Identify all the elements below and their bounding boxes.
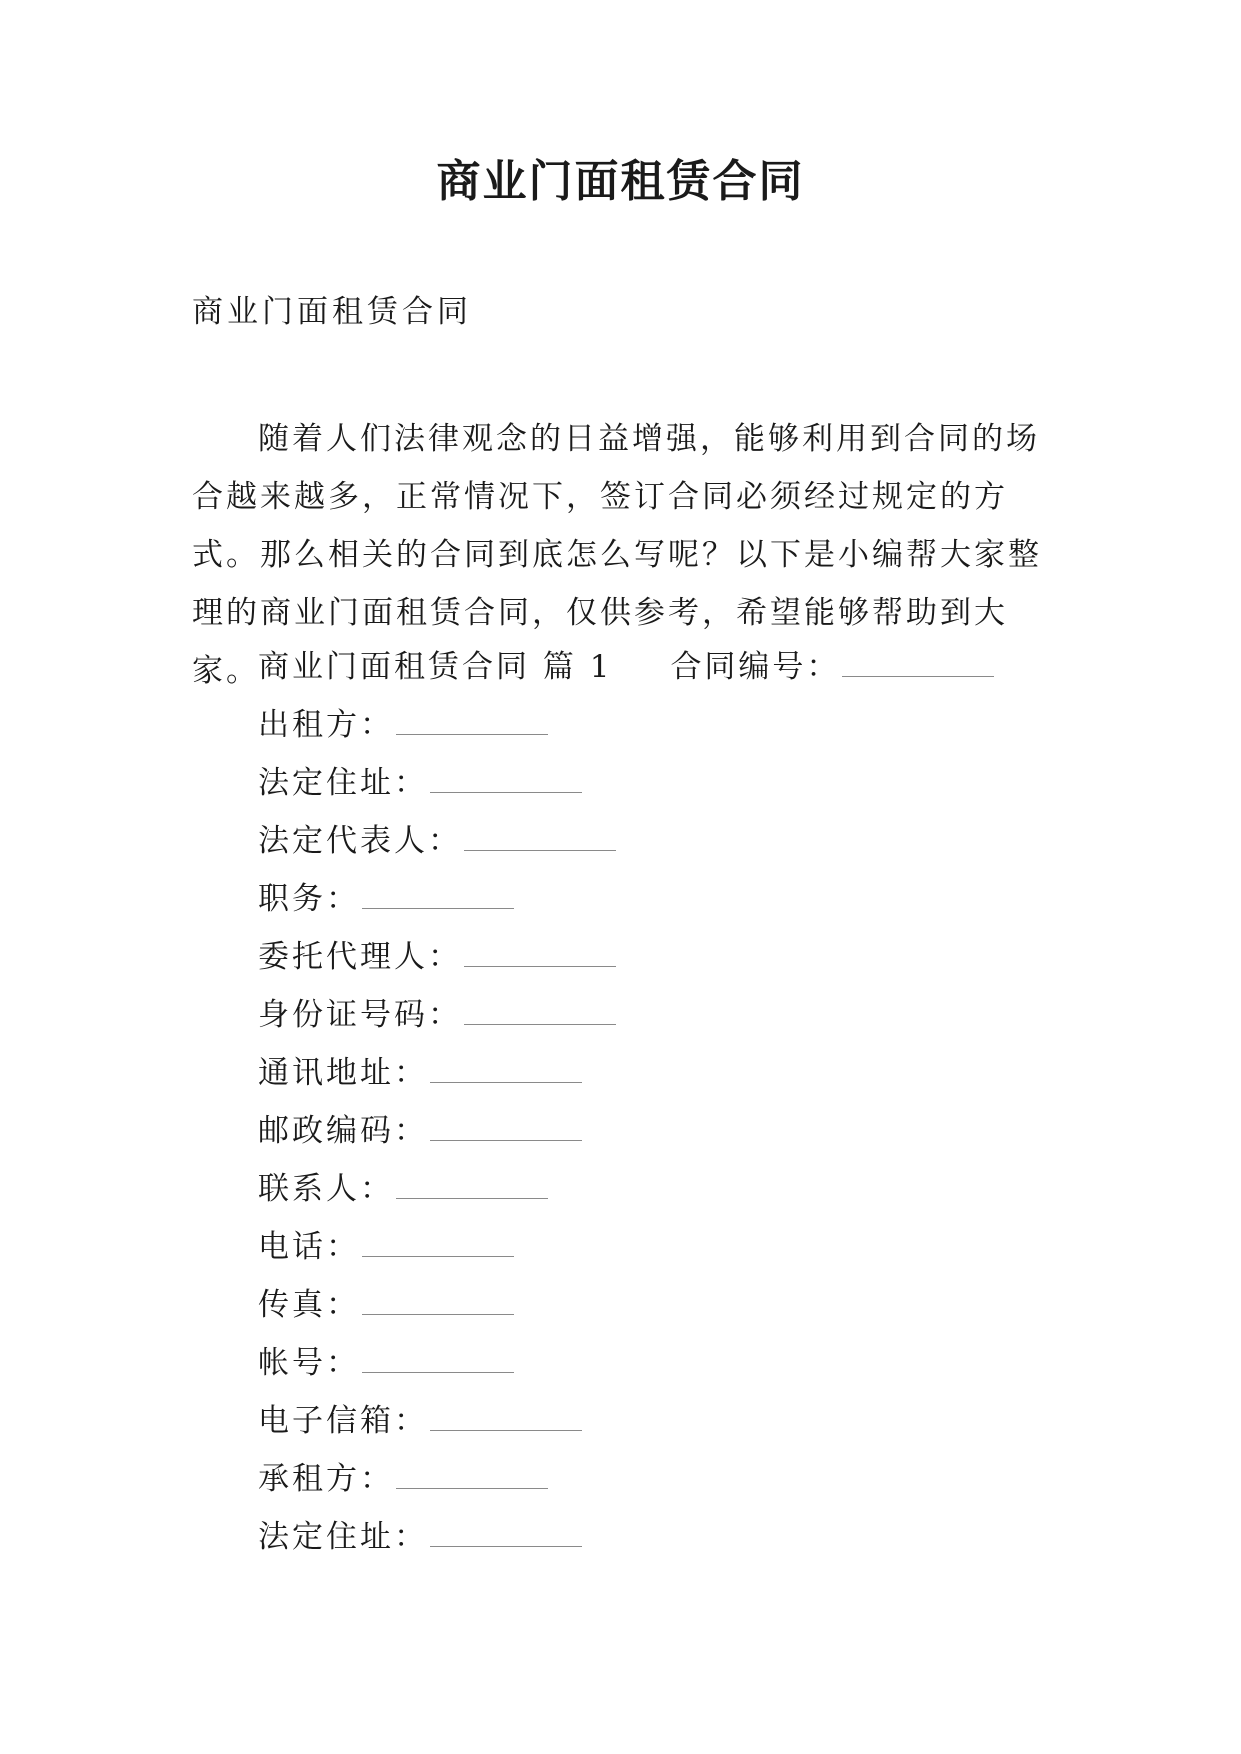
field-row xyxy=(258,1508,994,1566)
field-label: 法定代表人： xyxy=(258,823,462,859)
field-row xyxy=(258,696,994,754)
field-blank xyxy=(396,1172,548,1199)
field-blank xyxy=(430,1404,582,1431)
field-blank xyxy=(396,708,548,735)
field-row xyxy=(258,1102,994,1160)
field-label: 职务： xyxy=(258,881,360,917)
document-subtitle: 商业门面租赁合同 xyxy=(192,294,472,330)
contract-heading: 商业门面租赁合同 篇 1 xyxy=(258,649,613,685)
contract-number-blank xyxy=(842,650,994,677)
field-row xyxy=(258,754,994,812)
field-blank xyxy=(396,1462,548,1489)
field-blank xyxy=(464,998,616,1025)
field-label: 通讯地址： xyxy=(258,1055,428,1091)
contract-number-label: 合同编号： xyxy=(670,649,841,685)
field-label: 电子信箱： xyxy=(258,1403,428,1439)
field-label: 法定住址： xyxy=(258,1519,428,1555)
field-row xyxy=(258,1160,994,1218)
field-row xyxy=(258,1450,994,1508)
field-blank xyxy=(430,1520,582,1547)
field-row xyxy=(258,1218,994,1276)
field-row xyxy=(258,870,994,928)
field-row xyxy=(258,812,994,870)
field-blank xyxy=(430,766,582,793)
field-label: 法定住址： xyxy=(258,765,428,801)
field-blank xyxy=(362,1288,514,1315)
field-blank xyxy=(362,882,514,909)
field-row xyxy=(258,1392,994,1450)
field-blank xyxy=(464,940,616,967)
field-label: 委托代理人： xyxy=(258,939,462,975)
field-label: 传真： xyxy=(258,1287,360,1323)
field-label: 出租方： xyxy=(258,707,394,743)
field-label: 承租方： xyxy=(258,1461,394,1497)
field-row xyxy=(258,928,994,986)
field-label: 身份证号码： xyxy=(258,997,462,1033)
document-title: 商业门面租赁合同 xyxy=(436,156,805,207)
field-blank xyxy=(464,824,616,851)
field-blank xyxy=(430,1114,582,1141)
field-row xyxy=(258,1044,994,1102)
contract-fields xyxy=(258,638,994,1566)
field-blank xyxy=(362,1346,514,1373)
field-label: 邮政编码： xyxy=(258,1113,428,1149)
contract-header-line xyxy=(258,638,994,696)
field-label: 联系人： xyxy=(258,1171,394,1207)
field-row xyxy=(258,1276,994,1334)
field-blank xyxy=(362,1230,514,1257)
field-label: 电话： xyxy=(258,1229,360,1265)
field-row xyxy=(258,1334,994,1392)
field-row xyxy=(258,986,994,1044)
intro-paragraph: 随着人们法律观念的日益增强，能够利用到合同的场合越来越多，正常情况下，签订合同必须经过规定的方式。那么相关的合同到底怎么写呢？以下是小编帮大家整理的商业门面租赁合同，仅供参考，希望能够帮助到大家。 xyxy=(192,421,1042,689)
field-label: 帐号： xyxy=(258,1345,360,1381)
field-blank xyxy=(430,1056,582,1083)
